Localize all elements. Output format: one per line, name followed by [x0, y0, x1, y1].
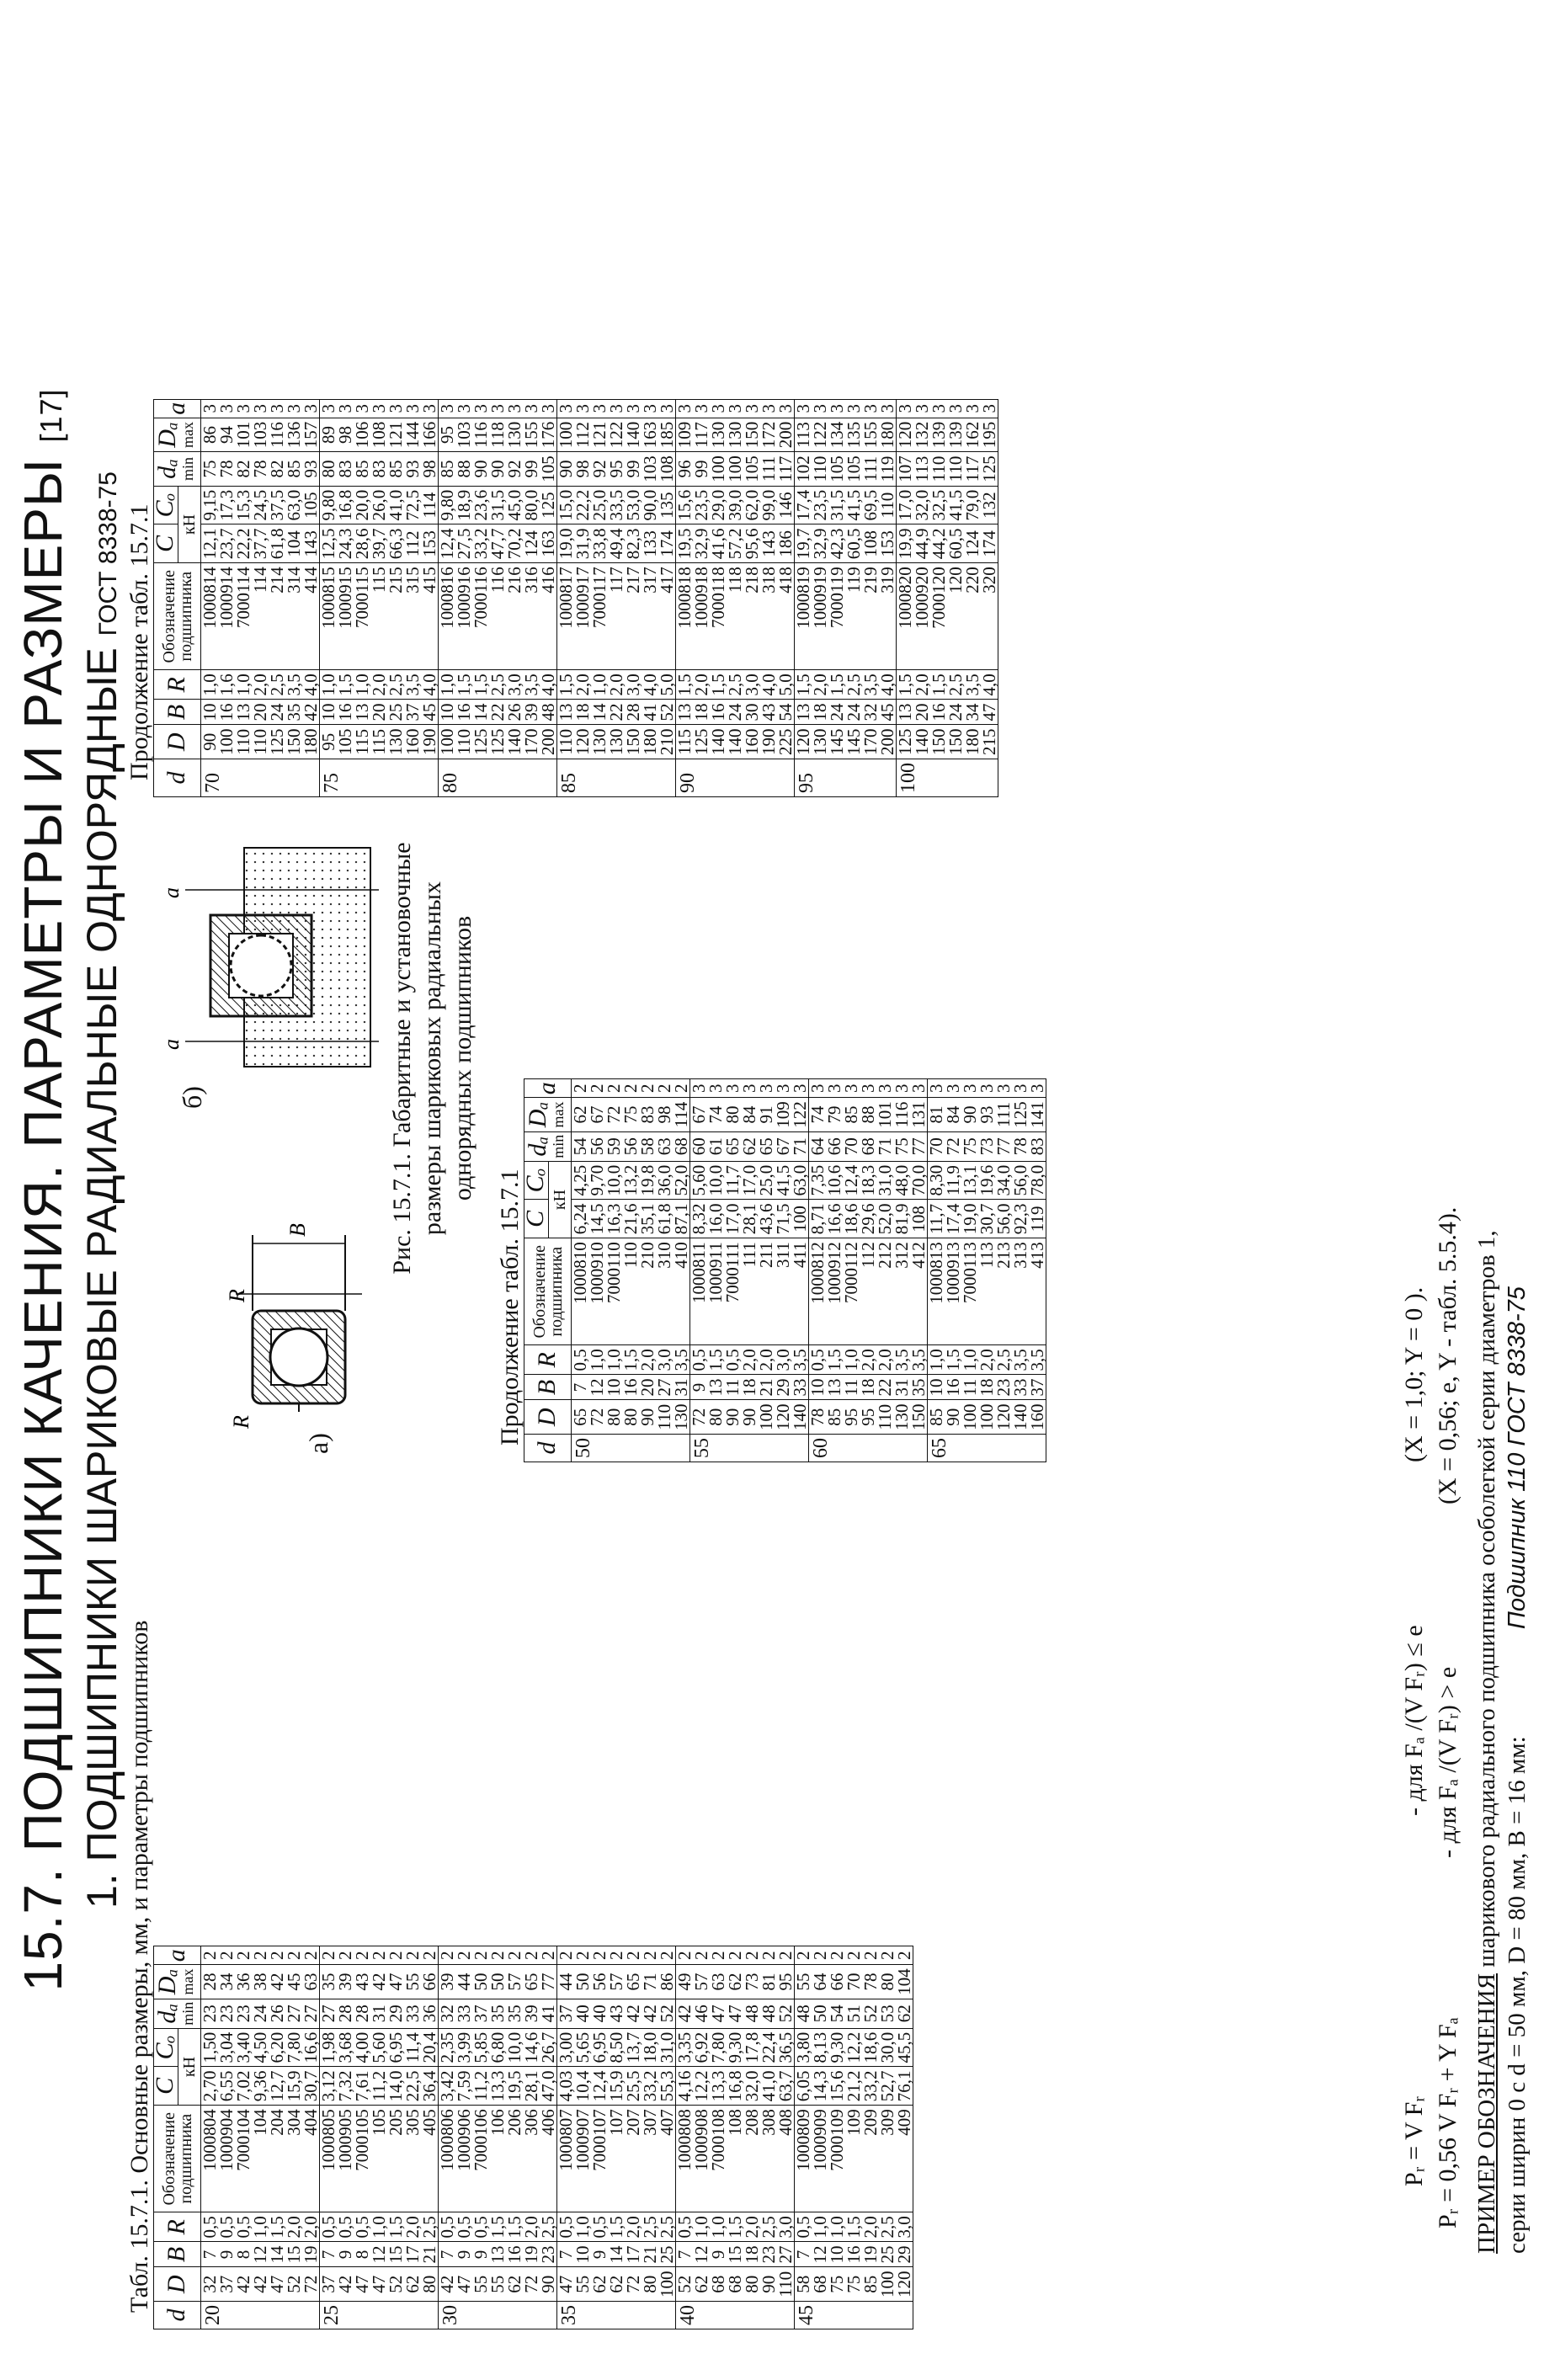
- cell-C: 4,03 10,4 12,4 15,9 25,5 33,2 55,3: [557, 2067, 676, 2106]
- table-row-group: [897, 399, 998, 796]
- cell-B: 13 18 14 22 28 41 52: [557, 700, 676, 725]
- cell-R: 1,5 2,0 1,5 2,5 3,0 4,0 5,0: [676, 670, 795, 700]
- cell-a: 3 3 3 3 3 3 3: [928, 1079, 1046, 1098]
- cell-Co: 3,35 6,92 7,80 9,30 17,8 22,4 36,5: [676, 2028, 795, 2067]
- cell-Da: 95 103 116 118 130 155 176: [439, 418, 557, 452]
- cell-da: 48 50 54 51 52 53 62: [795, 1999, 913, 2028]
- cell-da: 96 99 100 100 105 111 117: [676, 452, 795, 487]
- cell-C: 8,71 16,6 18,6 29,6 52,0 81,9 108: [809, 1200, 928, 1238]
- cell-R: 0,5 0,5 0,5 1,0 1,5 2,0 2,5: [320, 2212, 439, 2242]
- cell-da: 85 88 90 90 92 99 105: [439, 452, 557, 487]
- cell-Da: 44 50 56 57 65 71 86: [557, 1965, 676, 1999]
- table2-block: [497, 1078, 1046, 1462]
- cell-D: 37 42 47 47 52 62 80: [320, 2267, 439, 2302]
- cell-Da: 49 57 63 62 73 81 95: [676, 1965, 795, 1999]
- table-row-group: [572, 1079, 690, 1462]
- table-row-group: [439, 399, 557, 796]
- cell-a: 3 3 3 3 3 3 3: [201, 399, 320, 418]
- table-row-group: [320, 399, 439, 796]
- cell-B: 13 20 16 24 34 47: [897, 700, 998, 725]
- cell-da: 23 23 23 24 26 27 27: [201, 1999, 320, 2028]
- cell-a: 3 3 3 3 3 3 3: [809, 1079, 928, 1098]
- figure-caption: Рис. 15.7.1. Габаритные и установочные размеры шариковых радиальных однорядных подшипников: [388, 842, 477, 1275]
- cell-Co: 9,15 17,3 15,3 24,5 37,5 63,0 105: [201, 486, 320, 524]
- col-header-unit: кН: [549, 1161, 572, 1238]
- table-row-group: [557, 399, 676, 796]
- cell-Da: 86 94 101 103 116 136 157: [201, 418, 320, 452]
- table-row: [928, 1079, 1046, 1462]
- col-header-R: R: [524, 1345, 572, 1375]
- col-header-da: dₐ min: [154, 452, 201, 487]
- cell-da: 90 98 92 95 99 103 108: [557, 452, 676, 487]
- table-row: [897, 399, 998, 796]
- cell-D: 58 68 75 75 85 100 120: [795, 2267, 913, 2302]
- table3-block: [126, 399, 998, 797]
- table-row: [439, 399, 557, 796]
- col-header-designation: Обозначение подшипника: [154, 2106, 201, 2212]
- cell-D: 100 110 125 125 140 170 200: [439, 725, 557, 759]
- cell-da: 80 83 85 83 85 93 98: [320, 452, 439, 487]
- table3: [153, 399, 998, 797]
- cell-B: 10 16 13 20 24 35 42: [201, 700, 320, 725]
- table-row: [439, 1946, 557, 2329]
- col-header-Da: Dₐ max: [154, 418, 201, 452]
- cell-da: 54 56 59 56 58 63 68: [572, 1131, 690, 1161]
- svg-text:a: a: [159, 887, 184, 898]
- cell-Co: 17,0 32,0 32,5 41,5 79,0 132: [897, 486, 998, 524]
- cell-D: 42 47 55 55 62 72 90: [439, 2267, 557, 2302]
- cell-Co: 1,98 3,68 4,00 5,60 6,95 11,4 20,4: [320, 2028, 439, 2067]
- cell-da: 27 28 28 31 29 33 36: [320, 1999, 439, 2028]
- table2-grid: [521, 1078, 1047, 1462]
- table-row: [795, 1946, 913, 2329]
- cell-R: 0,5 1,5 0,5 2,0 2,0 3,0 3,5: [690, 1345, 809, 1375]
- cell-designation: 1000807 1000907 7000107 107 207 307 407: [557, 2106, 676, 2212]
- table-row: [557, 1946, 676, 2329]
- table3-grid: [153, 399, 998, 797]
- cell-d: 30: [439, 2302, 557, 2329]
- cell-Co: 1,50 3,04 3,40 4,50 6,20 7,80 16,6: [201, 2028, 320, 2067]
- cell-C: 6,05 14,3 15,6 21,2 33,2 52,7 76,1: [795, 2067, 913, 2106]
- cell-a: 3 3 3 3 3 3: [795, 399, 897, 418]
- table-row: [690, 1079, 809, 1462]
- col-header-Da: Dₐ max: [524, 1098, 572, 1132]
- cell-D: 47 55 62 62 72 80 100: [557, 2267, 676, 2302]
- col-header-D: D: [524, 1400, 572, 1435]
- cell-d: 65: [928, 1435, 1046, 1462]
- col-header-d: d: [154, 2302, 201, 2329]
- cell-B: 7 9 9 13 16 19 23: [439, 2242, 557, 2267]
- cell-C: 11,7 17,4 19,0 30,7 56,0 92,3 119: [928, 1200, 1046, 1238]
- col-header-Co: Cₒ: [524, 1161, 549, 1200]
- col-header-C: C: [154, 2067, 178, 2106]
- cell-Co: 15,0 22,2 25,0 33,5 53,0 90,0 135: [557, 486, 676, 524]
- cell-da: 37 40 40 43 42 42 52: [557, 1999, 676, 2028]
- table-row: [557, 399, 676, 796]
- cell-designation: 1000805 1000905 7000105 105 205 305 405: [320, 2106, 439, 2212]
- col-header-a: a: [154, 1946, 201, 1965]
- table-row: [320, 1946, 439, 2329]
- table-row: [676, 1946, 795, 2329]
- cell-B: 13 18 24 24 32 45: [795, 700, 897, 725]
- cell-d: 85: [557, 759, 676, 797]
- cell-C: 3,42 7,59 11,2 13,3 19,5 28,1 47,0: [439, 2067, 557, 2106]
- col-header-designation: Обозначение подшипника: [524, 1238, 572, 1345]
- table3-caption: Продолжение табл. 15.7.1: [125, 503, 153, 780]
- cell-C: 6,24 14,5 16,3 21,6 35,1 61,8 87,1: [572, 1200, 690, 1238]
- cell-B: 10 16 13 20 25 37 45: [320, 700, 439, 725]
- cell-Co: 9,80 18,9 23,6 31,5 45,0 80,0 125: [439, 486, 557, 524]
- cell-R: 1,5 2,0 1,5 2,5 3,5 4,0: [897, 670, 998, 700]
- page-title: 15.7. ПОДШИПНИКИ КАЧЕНИЯ. ПАРАМЕТРЫ И РАЗМЕРЫ [17]: [13, 388, 73, 1992]
- col-header-a: a: [524, 1079, 572, 1098]
- cell-R: 0,5 1,0 0,5 1,5 2,0 2,5 2,5: [557, 2212, 676, 2242]
- cell-Da: 109 117 130 130 150 172 200: [676, 418, 795, 452]
- example-line-2: серии ширин 0 с d = 50 мм, D = 80 мм, B = 16 мм: Подшипник 110 ГОСТ 8338-75: [1504, 1286, 1531, 2254]
- cell-da: 102 110 105 105 111 119: [795, 452, 897, 487]
- svg-text:a: a: [159, 1039, 184, 1050]
- cell-C: 12,5 24,3 28,6 39,7 66,3 112 153: [320, 524, 439, 563]
- table1: [153, 1555, 913, 2329]
- col-header-R: R: [154, 670, 201, 700]
- cell-D: 52 62 68 68 80 90 110: [676, 2267, 795, 2302]
- cell-Co: 5,60 10,0 11,7 17,0 25,0 41,5 63,0: [690, 1161, 809, 1200]
- formula-line-1: Pᵣ = V Fᵣ- для Fₐ /(V Fᵣ) ≤ e(X = 1,0; Y = 0 ).: [1400, 1286, 1428, 2186]
- cell-d: 40: [676, 2302, 795, 2329]
- bearing-drawing: [126, 823, 379, 1462]
- cell-R: 1,0 1,6 1,0 2,0 2,5 3,5 4,0: [201, 670, 320, 700]
- section-subtitle: 1. ПОДШИПНИКИ ШАРИКОВЫЕ РАДИАЛЬНЫЕ ОДНОРЯДНЫЕ ГОСТ 8338-75: [78, 471, 125, 1909]
- cell-R: 1,5 2,0 1,0 2,0 3,0 4,0 5,0: [557, 670, 676, 700]
- cell-d: 80: [439, 759, 557, 797]
- cell-R: 0,5 1,0 1,0 1,5 2,0 2,5 3,0: [795, 2212, 913, 2242]
- cell-d: 75: [320, 759, 439, 797]
- col-header-R: R: [154, 2212, 201, 2242]
- cell-B: 13 18 16 24 30 43 54: [676, 700, 795, 725]
- cell-D: 125 140 150 150 180 215: [897, 725, 998, 759]
- table-row: [676, 399, 795, 796]
- table-row: [572, 1079, 690, 1462]
- table-row-group: [320, 1946, 439, 2329]
- cell-R: 0,5 1,0 1,0 1,5 2,0 3,0 3,5: [572, 1345, 690, 1375]
- cell-D: 95 105 115 115 130 160 190: [320, 725, 439, 759]
- table-row-group: [690, 1079, 809, 1462]
- cell-a: 3 3 3 3 3 3 3: [557, 399, 676, 418]
- svg-text:R: R: [225, 1289, 249, 1302]
- cell-d: 70: [201, 759, 320, 797]
- cell-Da: 120 132 139 139 162 195: [897, 418, 998, 452]
- col-header-designation: Обозначение подшипника: [154, 563, 201, 670]
- cell-Da: 89 98 106 108 121 144 166: [320, 418, 439, 452]
- table-row: [795, 399, 897, 796]
- col-header-B: B: [154, 700, 201, 725]
- table2: [521, 1078, 1047, 1462]
- cell-da: 32 33 37 35 35 39 41: [439, 1999, 557, 2028]
- cell-C: 19,7 32,9 42,3 60,5 108 153: [795, 524, 897, 563]
- table-row: [809, 1079, 928, 1462]
- cell-B: 9 13 11 18 21 29 33: [690, 1375, 809, 1400]
- cell-da: 70 72 75 73 77 78 83: [928, 1131, 1046, 1161]
- col-header-unit: кН: [178, 486, 201, 563]
- cell-Co: 3,00 5,65 6,95 8,50 13,7 18,0 31,0: [557, 2028, 676, 2067]
- col-header-d: d: [154, 759, 201, 797]
- table-row-group: [201, 399, 320, 796]
- cell-B: 10 16 14 22 26 39 48: [439, 700, 557, 725]
- cell-D: 78 85 95 95 110 130 150: [809, 1400, 928, 1435]
- cell-a: 2 2 2 2 2 2 2: [439, 1946, 557, 1965]
- table1-grid: [153, 1946, 913, 2329]
- cell-Da: 100 112 121 122 140 163 185: [557, 418, 676, 452]
- table-row-group: [795, 399, 897, 796]
- cell-R: 1,0 1,5 1,0 2,0 2,5 3,5 3,5: [928, 1345, 1046, 1375]
- table-row-group: [557, 1946, 676, 2329]
- col-header-D: D: [154, 725, 201, 759]
- cell-C: 8,32 16,0 17,0 28,1 43,6 71,5 100: [690, 1200, 809, 1238]
- cell-da: 64 66 70 68 71 75 77: [809, 1131, 928, 1161]
- cell-Co: 17,4 23,5 31,5 41,5 69,5 110: [795, 486, 897, 524]
- cell-Co: 8,30 11,9 13,1 19,6 34,0 56,0 78,0: [928, 1161, 1046, 1200]
- cell-designation: 1000812 1000912 7000112 112 212 312 412: [809, 1238, 928, 1345]
- cell-Co: 4,25 9,70 10,0 13,2 19,8 36,0 52,0: [572, 1161, 690, 1200]
- figure-label-a: а): [303, 1433, 333, 1454]
- cell-C: 12,4 27,5 33,2 47,7 70,2 124 163: [439, 524, 557, 563]
- cell-D: 120 130 145 145 170 200: [795, 725, 897, 759]
- cell-designation: 1000815 1000915 7000115 115 215 315 415: [320, 563, 439, 670]
- col-header-C: C: [524, 1200, 549, 1238]
- cell-R: 1,0 1,5 1,0 2,0 2,5 3,5 4,0: [320, 670, 439, 700]
- cell-designation: 1000820 1000920 7000120 120 220 320: [897, 563, 998, 670]
- cell-designation: 1000816 1000916 7000116 116 216 316 416: [439, 563, 557, 670]
- cell-Da: 67 74 80 84 91 109 122: [690, 1098, 809, 1132]
- cell-Da: 39 44 50 50 57 65 77: [439, 1965, 557, 1999]
- cell-R: 0,5 1,5 1,0 2,0 2,0 3,5 3,5: [809, 1345, 928, 1375]
- table-row: [201, 1946, 320, 2329]
- example-designation: Подшипник 110 ГОСТ 8338-75: [1504, 1286, 1531, 1630]
- cell-D: 85 90 100 100 120 140 160: [928, 1400, 1046, 1435]
- bearing-figure: [126, 823, 488, 1462]
- col-header-D: D: [154, 2267, 201, 2302]
- table-row-group: [439, 1946, 557, 2329]
- table-row-group: [676, 1946, 795, 2329]
- cell-designation: 1000804 1000904 7000104 104 204 304 404: [201, 2106, 320, 2212]
- cell-a: 3 3 3 3 3 3 3: [439, 399, 557, 418]
- cell-a: 3 3 3 3 3 3: [897, 399, 998, 418]
- cell-D: 32 37 42 42 47 52 72: [201, 2267, 320, 2302]
- svg-text:R: R: [229, 1415, 253, 1429]
- col-header-B: B: [524, 1375, 572, 1400]
- col-header-Co: Cₒ: [154, 486, 178, 524]
- col-header-unit: кН: [178, 2028, 201, 2106]
- cell-a: 2 2 2 2 2 2 2: [201, 1946, 320, 1965]
- cell-a: 3 3 3 3 3 3 3: [676, 399, 795, 418]
- cell-R: 0,5 0,5 0,5 1,5 1,5 2,0 2,5: [439, 2212, 557, 2242]
- cell-a: 3 3 3 3 3 3 3: [690, 1079, 809, 1098]
- cell-B: 7 12 9 15 18 23 27: [676, 2242, 795, 2267]
- cell-a: 2 2 2 2 2 2 2: [795, 1946, 913, 1965]
- col-header-da: dₐ min: [154, 1999, 201, 2028]
- cell-da: 42 46 47 47 48 48 52: [676, 1999, 795, 2028]
- col-header-da: dₐ min: [524, 1131, 572, 1161]
- cell-a: 2 2 2 2 2 2 2: [320, 1946, 439, 1965]
- table-row: [320, 399, 439, 796]
- cell-D: 110 120 130 130 150 180 210: [557, 725, 676, 759]
- cell-da: 75 78 82 78 82 85 93: [201, 452, 320, 487]
- cell-Da: 62 67 72 75 83 98 114: [572, 1098, 690, 1132]
- table1-block: [126, 1555, 913, 2329]
- cell-d: 95: [795, 759, 897, 797]
- cell-d: 60: [809, 1435, 928, 1462]
- cell-designation: 1000813 1000913 7000113 113 213 313 413: [928, 1238, 1046, 1345]
- cell-a: 2 2 2 2 2 2 2: [557, 1946, 676, 1965]
- col-header-d: d: [524, 1435, 572, 1462]
- cell-da: 60 61 65 62 65 67 71: [690, 1131, 809, 1161]
- col-header-B: B: [154, 2242, 201, 2267]
- table-row-group: [676, 399, 795, 796]
- cell-B: 10 16 11 18 23 33 37: [928, 1375, 1046, 1400]
- cell-Da: 113 122 134 135 155 180: [795, 418, 897, 452]
- table-row-group: [928, 1079, 1046, 1462]
- cell-a: 3 3 3 3 3 3 3: [320, 399, 439, 418]
- cell-C: 19,9 44,9 44,2 60,5 124 174: [897, 524, 998, 563]
- example-line-1: ПРИМЕР ОБОЗНАЧЕНИЯ шарикового радиального подшипника особолегкой серии диаметров 1,: [1473, 1230, 1500, 2254]
- cell-Co: 3,80 8,13 9,30 12,2 18,6 30,0 45,5: [795, 2028, 913, 2067]
- cell-Da: 81 84 90 93 111 125 141: [928, 1098, 1046, 1132]
- cell-da: 107 113 110 110 117 125: [897, 452, 998, 487]
- cell-Da: 28 34 36 38 42 45 63: [201, 1965, 320, 1999]
- cell-d: 45: [795, 2302, 913, 2329]
- cell-D: 90 100 110 110 125 150 180: [201, 725, 320, 759]
- cell-C: 19,5 32,9 41,6 57,2 95,6 143 186: [676, 524, 795, 563]
- cell-Co: 7,35 10,6 12,4 18,3 31,0 48,0 70,0: [809, 1161, 928, 1200]
- cell-designation: 1000817 1000917 7000117 117 217 317 417: [557, 563, 676, 670]
- cell-d: 25: [320, 2302, 439, 2329]
- col-header-C: C: [154, 524, 178, 563]
- col-header-a: a: [154, 399, 201, 418]
- cell-d: 20: [201, 2302, 320, 2329]
- cell-B: 7 10 9 14 17 21 25: [557, 2242, 676, 2267]
- cell-R: 0,5 1,0 1,0 1,5 2,0 2,5 3,0: [676, 2212, 795, 2242]
- cell-B: 7 9 8 12 14 15 19: [201, 2242, 320, 2267]
- cell-B: 7 12 10 16 20 27 31: [572, 1375, 690, 1400]
- cell-Da: 74 79 85 88 101 116 131: [809, 1098, 928, 1132]
- cell-R: 1,0 1,5 1,5 2,5 3,0 3,5 4,0: [439, 670, 557, 700]
- cell-designation: 1000811 1000911 7000111 111 211 311 411: [690, 1238, 809, 1345]
- formula-block: [1398, 823, 1532, 2254]
- cell-designation: 1000818 1000918 7000118 118 218 318 418: [676, 563, 795, 670]
- col-header-Da: Dₐ max: [154, 1965, 201, 1999]
- cell-D: 65 72 80 80 90 110 130: [572, 1400, 690, 1435]
- cell-C: 3,12 7,32 7,61 11,2 14,0 22,5 36,4: [320, 2067, 439, 2106]
- cell-d: 50: [572, 1435, 690, 1462]
- table1-caption: Табл. 15.7.1. Основные размеры, мм, и параметры подшипников: [125, 1620, 153, 2313]
- cell-designation: 1000814 1000914 7000114 114 214 314 414: [201, 563, 320, 670]
- cell-D: 115 125 140 140 160 190 225: [676, 725, 795, 759]
- cell-Co: 2,35 3,99 5,85 6,80 10,0 14,6 26,7: [439, 2028, 557, 2067]
- table-row: [201, 399, 320, 796]
- cell-B: 7 12 10 16 19 25 29: [795, 2242, 913, 2267]
- table2-caption: Продолжение табл. 15.7.1: [496, 1169, 524, 1446]
- figure-label-b: б): [177, 1086, 207, 1109]
- cell-C: 19,0 31,9 33,8 49,4 82,3 133 174: [557, 524, 676, 563]
- cell-B: 7 9 8 12 15 17 21: [320, 2242, 439, 2267]
- cell-d: 55: [690, 1435, 809, 1462]
- svg-text:B: B: [285, 1223, 310, 1237]
- table-row-group: [795, 1946, 913, 2329]
- formula-line-2: Pᵣ = 0,56 V Fᵣ + Y Fₐ- для Fₐ /(V Fᵣ) > e(X = 0,56; e, Y - табл. 5.5.4).: [1434, 1206, 1462, 2228]
- cell-designation: 1000809 1000909 7000109 109 209 309 409: [795, 2106, 913, 2212]
- cell-designation: 1000806 1000906 7000106 106 206 306 406: [439, 2106, 557, 2212]
- cell-Co: 9,80 16,8 20,0 26,0 41,0 72,5 114: [320, 486, 439, 524]
- cell-d: 35: [557, 2302, 676, 2329]
- cell-d: 90: [676, 759, 795, 797]
- cell-C: 4,16 12,2 13,3 16,8 32,0 41,0 63,7: [676, 2067, 795, 2106]
- cell-R: 0,5 0,5 0,5 1,0 1,5 2,0 2,0: [201, 2212, 320, 2242]
- cell-Da: 55 64 66 70 78 80 104: [795, 1965, 913, 1999]
- table-row-group: [201, 1946, 320, 2329]
- cell-C: 2,70 6,55 7,02 9,36 12,7 15,9 30,7: [201, 2067, 320, 2106]
- cell-designation: 1000810 1000910 7000110 110 210 310 410: [572, 1238, 690, 1345]
- cell-R: 1,5 2,0 1,5 2,5 3,5 4,0: [795, 670, 897, 700]
- cell-a: 2 2 2 2 2 2 2: [676, 1946, 795, 1965]
- cell-designation: 1000819 1000919 7000119 119 219 319: [795, 563, 897, 670]
- cell-a: 2 2 2 2 2 2 2: [572, 1079, 690, 1098]
- col-header-Co: Cₒ: [154, 2028, 178, 2067]
- cell-Da: 35 39 43 42 47 55 66: [320, 1965, 439, 1999]
- cell-D: 72 80 90 90 100 120 140: [690, 1400, 809, 1435]
- table-row-group: [809, 1079, 928, 1462]
- cell-Co: 15,6 23,5 29,0 39,0 62,0 99,0 146: [676, 486, 795, 524]
- cell-B: 10 13 11 18 22 31 35: [809, 1375, 928, 1400]
- cell-d: 100: [897, 759, 998, 797]
- cell-designation: 1000808 1000908 7000108 108 208 308 408: [676, 2106, 795, 2212]
- cell-C: 12,1 23,7 22,2 37,7 61,8 104 143: [201, 524, 320, 563]
